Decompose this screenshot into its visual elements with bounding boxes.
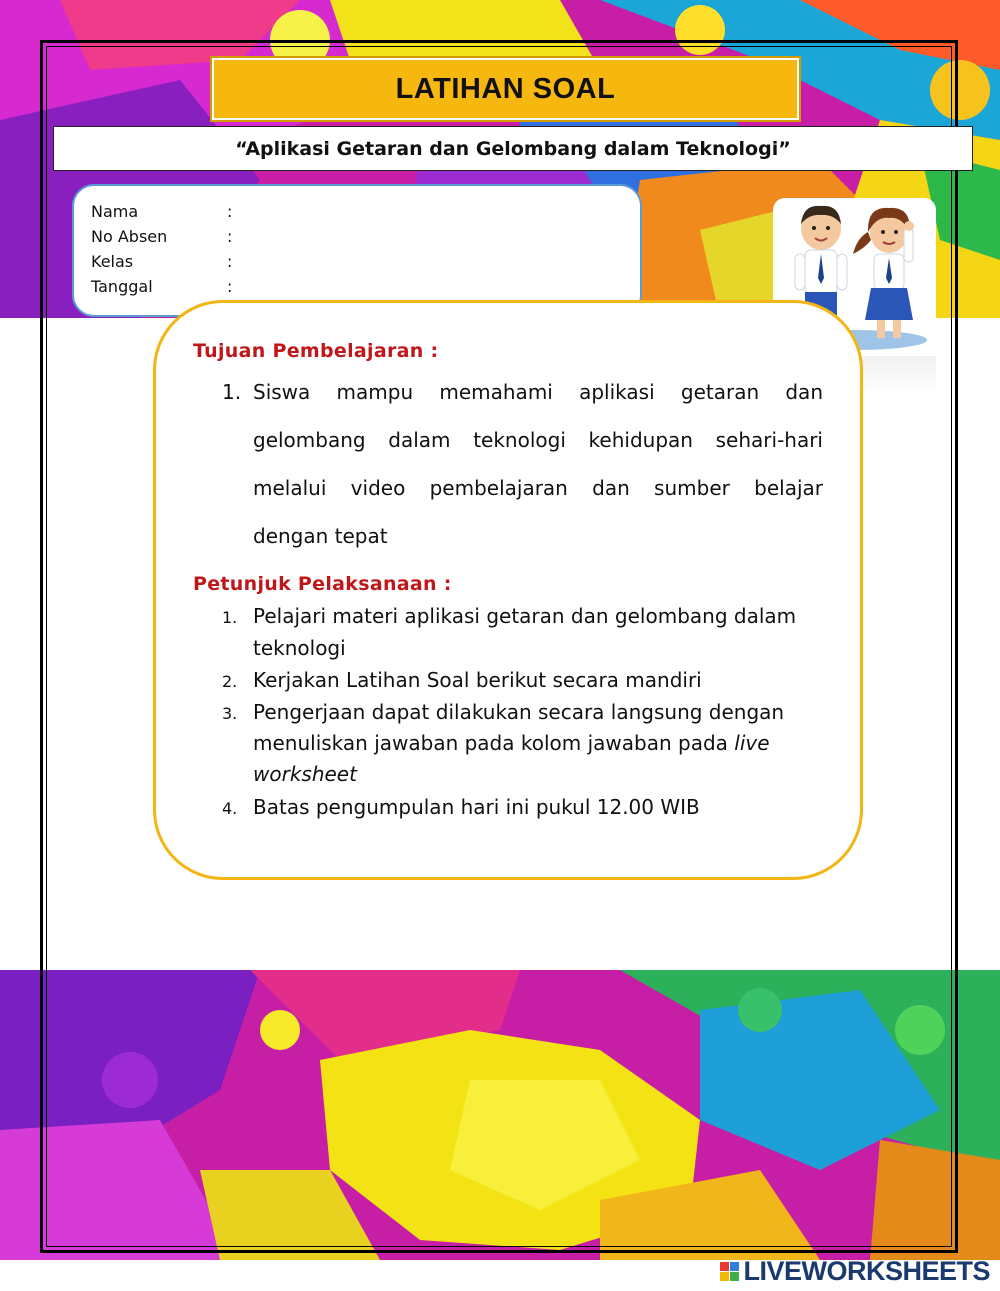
identity-label: No Absen [91, 227, 168, 246]
worksheet-subtitle: “Aplikasi Getaran dan Gelombang dalam Teknologi” [53, 126, 973, 171]
identity-label: Nama [91, 202, 139, 221]
instruction-step-number: 4. [222, 799, 238, 818]
watermark-text: LIVEWORKSHEETS [743, 1255, 990, 1286]
instruction-step-text-italic: live [734, 731, 770, 755]
liveworksheets-logo-icon [720, 1262, 739, 1281]
learning-goals-heading: Tujuan Pembelajaran : [193, 340, 439, 362]
learning-goal-number: 1. [222, 380, 242, 404]
identity-separator: : [227, 202, 233, 221]
instruction-step-text: Pelajari materi aplikasi getaran dan gelombang dalam [253, 604, 797, 628]
identity-label: Kelas [91, 252, 134, 271]
worksheet-title: LATIHAN SOAL [212, 58, 799, 120]
instruction-step-text: Batas pengumpulan hari ini pukul 12.00 WIB [253, 795, 700, 819]
instruction-step-text: Kerjakan Latihan Soal berikut secara mandiri [253, 668, 702, 692]
learning-goal-line: Siswa mampu memahami aplikasi getaran dan [253, 380, 823, 404]
learning-goal-line: gelombang dalam teknologi kehidupan sehari-hari [253, 428, 823, 452]
instruction-step-number: 2. [222, 672, 238, 691]
instruction-step-text: teknologi [253, 636, 346, 660]
instruction-step-number: 1. [222, 608, 238, 627]
liveworksheets-watermark [720, 1256, 990, 1286]
identity-separator: : [227, 252, 233, 271]
identity-row-class[interactable] [91, 252, 232, 271]
identity-row-name[interactable] [91, 202, 232, 221]
instruction-step-text-italic: worksheet [253, 762, 357, 786]
instruction-step-text [253, 762, 357, 786]
instruction-step-text [253, 731, 770, 755]
instruction-step-number: 3. [222, 704, 238, 723]
instruction-step-text-part: menuliskan jawaban pada kolom jawaban pada [253, 731, 735, 755]
learning-goal-line: dengan tepat [253, 524, 388, 548]
instructions-heading: Petunjuk Pelaksanaan : [193, 573, 452, 595]
student-identity-box [72, 184, 642, 317]
identity-row-date[interactable] [91, 277, 232, 296]
learning-goal-line: melalui video pembelajaran dan sumber belajar [253, 476, 823, 500]
identity-row-absen[interactable] [91, 227, 232, 246]
identity-label: Tanggal [91, 277, 153, 296]
instruction-step-text: Pengerjaan dapat dilakukan secara langsung dengan [253, 700, 785, 724]
identity-separator: : [227, 227, 233, 246]
identity-separator: : [227, 277, 233, 296]
